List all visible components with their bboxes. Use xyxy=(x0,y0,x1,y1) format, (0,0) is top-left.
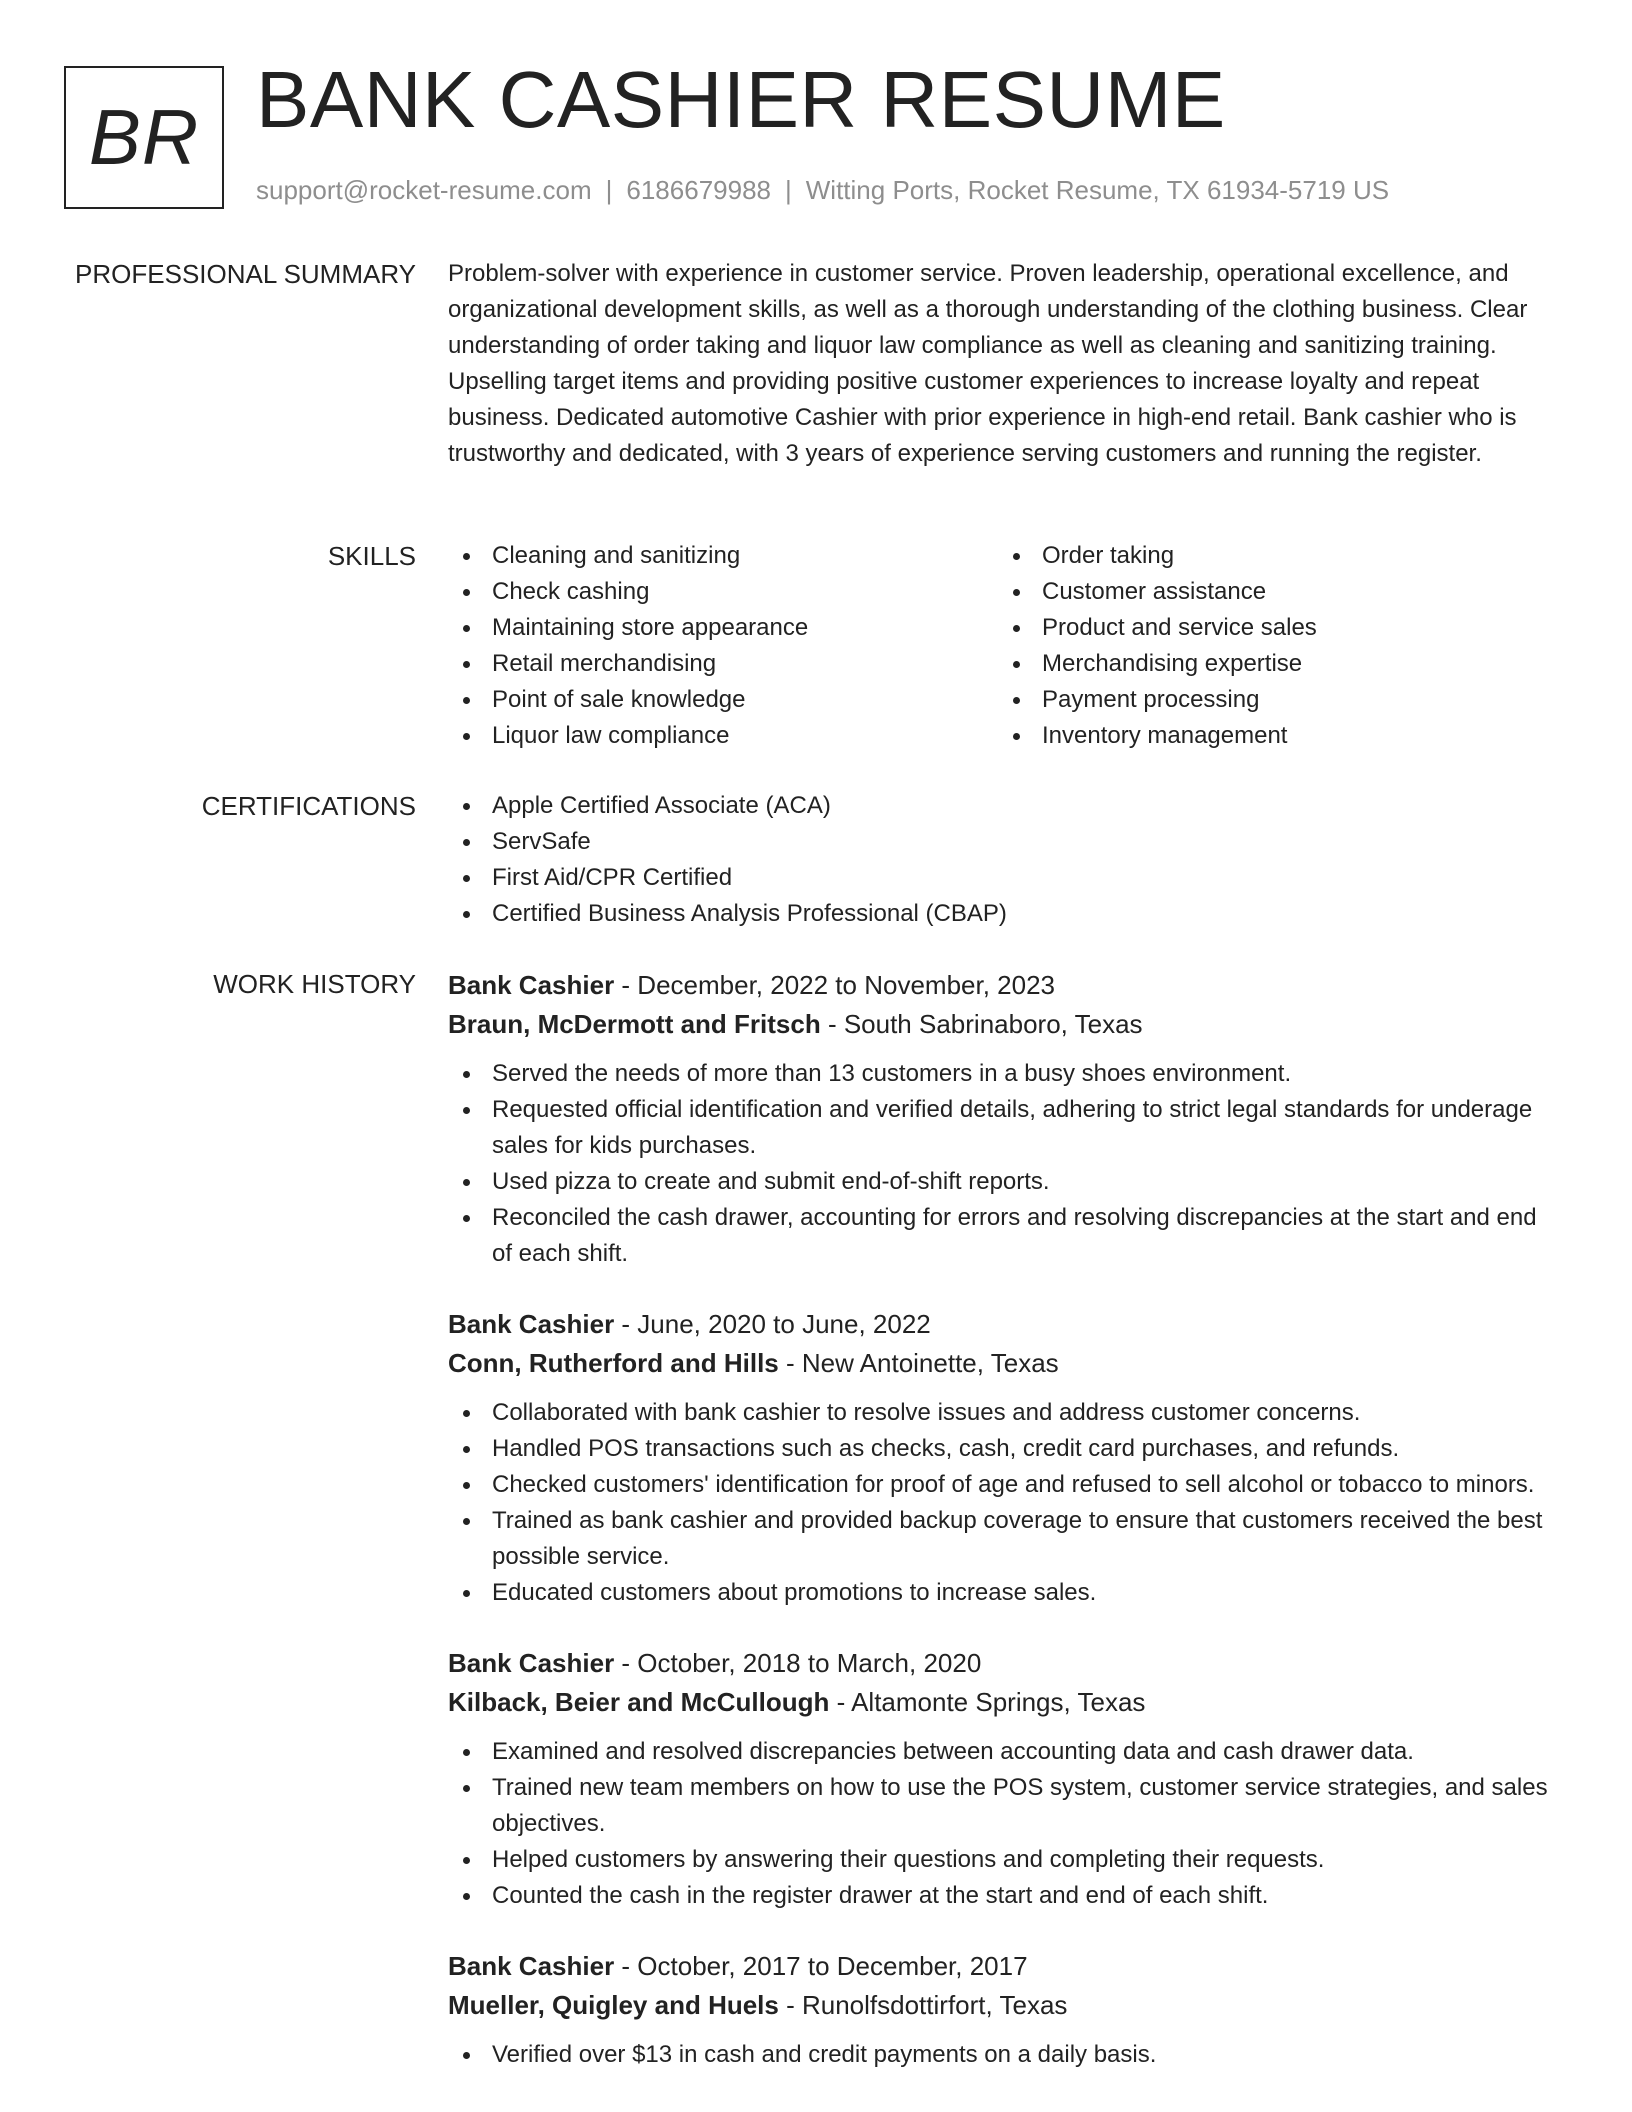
skill-item: Product and service sales xyxy=(998,610,1548,646)
job-duty-item: Trained new team members on how to use the POS system, customer service strategies, and sales objectives. xyxy=(448,1770,1558,1842)
skill-item: Order taking xyxy=(998,538,1548,574)
job-company: Kilback, Beier and McCullough xyxy=(448,1687,830,1717)
skill-item: Check cashing xyxy=(448,574,998,610)
contact-separator: | xyxy=(605,175,613,205)
skills-list-right xyxy=(998,538,1548,754)
job-dates: - October, 2018 to March, 2020 xyxy=(614,1648,982,1678)
job-duty-item: Served the needs of more than 13 customers in a busy shoes environment. xyxy=(448,1056,1558,1092)
certifications-list xyxy=(448,788,1558,932)
job-duty-item: Collaborated with bank cashier to resolve issues and address customer concerns. xyxy=(448,1395,1558,1431)
summary-text: Problem-solver with experience in customer service. Proven leadership, operational excellence, and organizational development skills, as well as a thorough understanding of the clothing business. Clear understanding of order taking and liquor law compliance as well as cleaning and sanitizing training. Upselling target items and providing positive customer experiences to increase loyalty and repeat business. Dedicated automotive Cashier with prior experience in high-end retail. Bank cashier who is trustworthy and dedicated, with 3 years of experience serving customers and running the register. xyxy=(448,260,1528,467)
job-duty-item: Counted the cash in the register drawer at the start and end of each shift. xyxy=(448,1878,1558,1914)
job-dates: - December, 2022 to November, 2023 xyxy=(614,970,1055,1000)
skill-item: Liquor law compliance xyxy=(448,718,998,754)
job-entry xyxy=(448,1644,1558,1914)
certification-item: ServSafe xyxy=(448,824,1558,860)
job-dates: - October, 2017 to December, 2017 xyxy=(614,1951,1028,1981)
job-duty-item: Requested official identification and verified details, adhering to strict legal standards for underage sales for kids purchases. xyxy=(448,1092,1558,1164)
skill-item: Cleaning and sanitizing xyxy=(448,538,998,574)
job-duty-item: Educated customers about promotions to increase sales. xyxy=(448,1575,1558,1611)
job-duties-list xyxy=(448,1056,1558,1272)
contact-phone[interactable]: 6186679988 xyxy=(626,175,771,205)
job-heading xyxy=(448,966,1558,1004)
work-history-list xyxy=(448,966,1558,2106)
job-duty-item: Reconciled the cash drawer, accounting for errors and resolving discrepancies at the start and end of each shift. xyxy=(448,1200,1558,1272)
skill-item: Point of sale knowledge xyxy=(448,682,998,718)
job-duty-item: Helped customers by answering their questions and completing their requests. xyxy=(448,1842,1558,1878)
job-entry xyxy=(448,1305,1558,1611)
job-title: Bank Cashier xyxy=(448,1309,615,1339)
job-employer xyxy=(448,1985,1558,2025)
job-duty-item: Verified over $13 in cash and credit payments on a daily basis. xyxy=(448,2037,1558,2073)
job-entry xyxy=(448,1947,1558,2073)
skill-item: Maintaining store appearance xyxy=(448,610,998,646)
job-company: Braun, McDermott and Fritsch xyxy=(448,1009,821,1039)
monogram-box: BR xyxy=(64,66,224,209)
job-heading xyxy=(448,1305,1558,1343)
skills-grid xyxy=(448,538,1558,754)
skill-item: Retail merchandising xyxy=(448,646,998,682)
skill-item: Payment processing xyxy=(998,682,1548,718)
job-employer xyxy=(448,1682,1558,1722)
job-entry xyxy=(448,966,1558,1272)
work-history-label: WORK HISTORY xyxy=(213,969,416,999)
job-duty-item: Used pizza to create and submit end-of-shift reports. xyxy=(448,1164,1558,1200)
certification-item: Certified Business Analysis Professional (CBAP) xyxy=(448,896,1558,932)
job-heading xyxy=(448,1947,1558,1985)
job-company: Mueller, Quigley and Huels xyxy=(448,1990,779,2020)
skills-list-left xyxy=(448,538,998,754)
job-duties-list xyxy=(448,2037,1558,2073)
job-location: - New Antoinette, Texas xyxy=(778,1348,1059,1378)
skill-item: Inventory management xyxy=(998,718,1548,754)
job-employer xyxy=(448,1343,1558,1383)
job-title: Bank Cashier xyxy=(448,970,615,1000)
skills-label: SKILLS xyxy=(327,541,416,571)
job-duty-item: Trained as bank cashier and provided backup coverage to ensure that customers received the best possible service. xyxy=(448,1503,1558,1575)
job-title: Bank Cashier xyxy=(448,1951,615,1981)
job-duties-list xyxy=(448,1734,1558,1914)
contact-email[interactable]: support@rocket-resume.com xyxy=(256,175,592,205)
contact-separator: | xyxy=(785,175,792,205)
job-duty-item: Checked customers' identification for proof of age and refused to sell alcohol or tobacco to minors. xyxy=(448,1467,1558,1503)
job-dates: - June, 2020 to June, 2022 xyxy=(614,1309,931,1339)
page-title: BANK CASHIER RESUME xyxy=(256,55,1226,144)
certification-item: Apple Certified Associate (ACA) xyxy=(448,788,1558,824)
contact-address: Witting Ports, Rocket Resume, TX 61934-5719 US xyxy=(805,175,1390,205)
skill-item: Merchandising expertise xyxy=(998,646,1548,682)
job-company: Conn, Rutherford and Hills xyxy=(448,1348,779,1378)
job-location: - Runolfsdottirfort, Texas xyxy=(778,1990,1068,2020)
job-location: - South Sabrinaboro, Texas xyxy=(820,1009,1143,1039)
job-employer xyxy=(448,1004,1558,1044)
job-title: Bank Cashier xyxy=(448,1648,615,1678)
job-duty-item: Examined and resolved discrepancies between accounting data and cash drawer data. xyxy=(448,1734,1558,1770)
certifications-label: CERTIFICATIONS xyxy=(201,791,416,821)
skill-item: Customer assistance xyxy=(998,574,1548,610)
contact-line xyxy=(256,173,1389,207)
summary-label: PROFESSIONAL SUMMARY xyxy=(75,259,416,289)
job-duty-item: Handled POS transactions such as checks, cash, credit card purchases, and refunds. xyxy=(448,1431,1558,1467)
job-location: - Altamonte Springs, Texas xyxy=(829,1687,1146,1717)
certification-item: First Aid/CPR Certified xyxy=(448,860,1558,896)
job-duties-list xyxy=(448,1395,1558,1611)
job-heading xyxy=(448,1644,1558,1682)
